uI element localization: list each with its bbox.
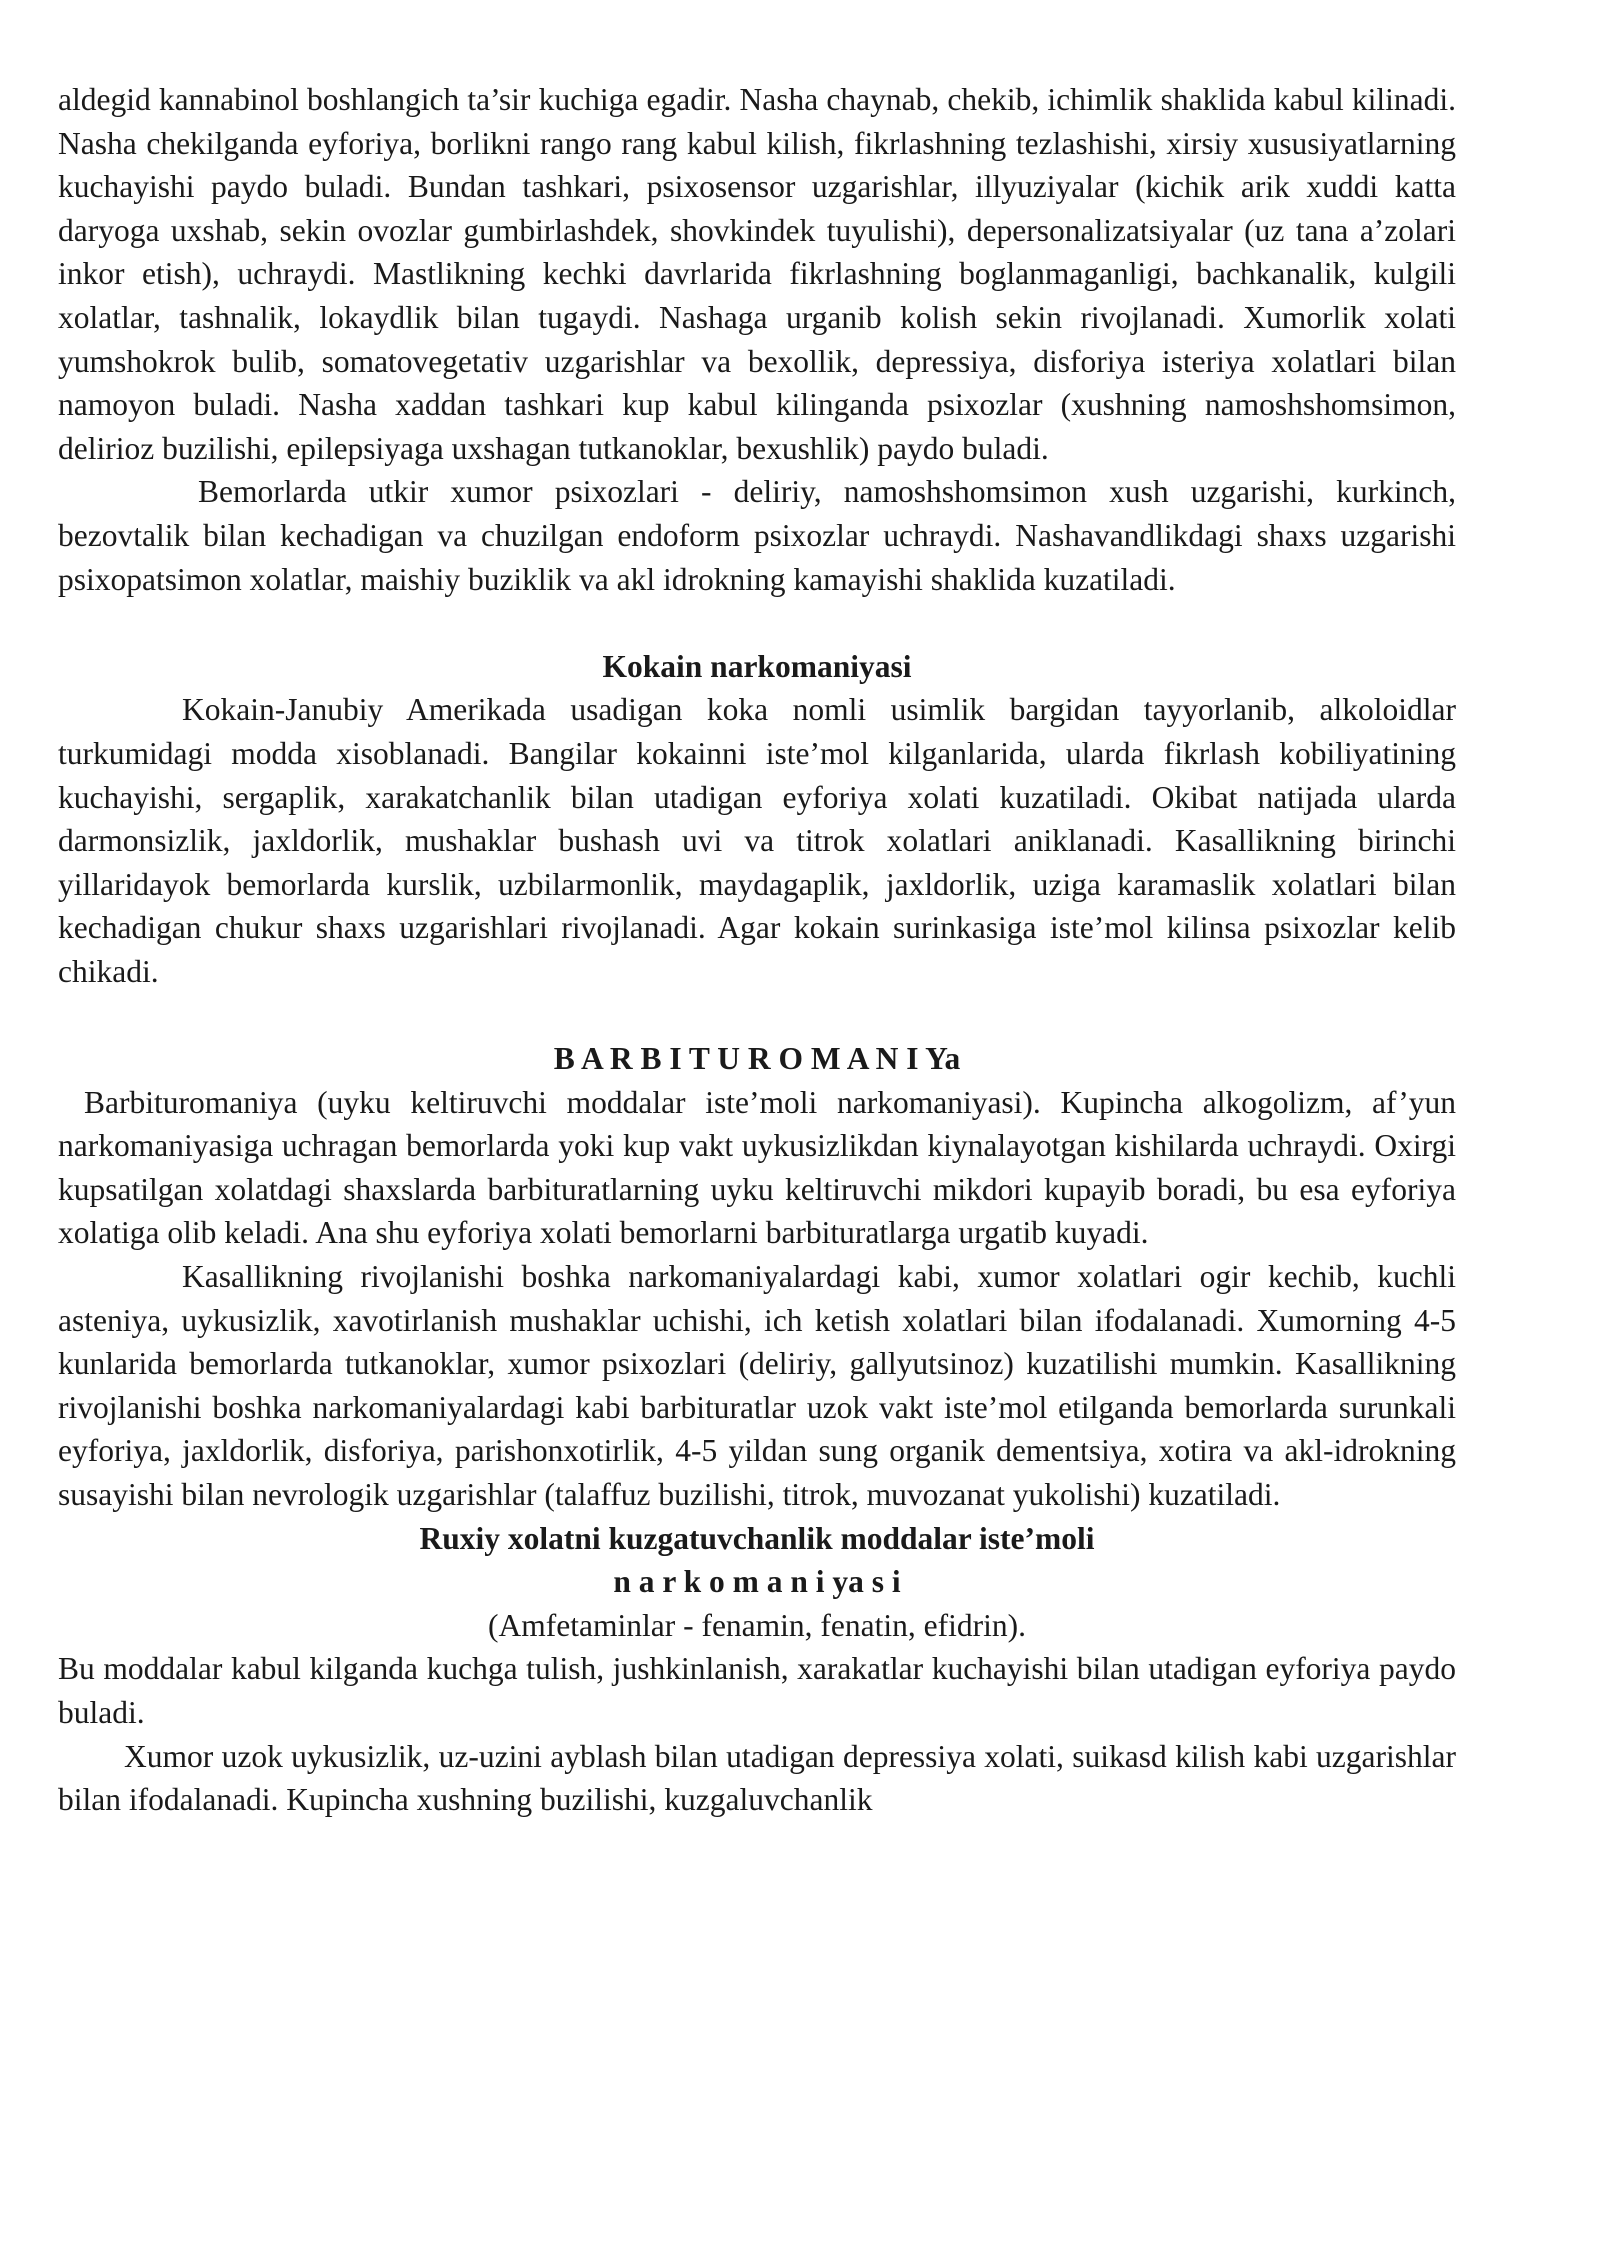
paragraph-nasha: aldegid kannabinol boshlangich ta’sir kuchiga egadir. Nasha chaynab, chekib, ichimlik shaklida kabul kilinadi. Nasha chekilganda eyforiya, borlikni rango rang kabul kilish, fikrlashning tezlashishi, xirsiy xususiyatlarning kuchayishi paydo buladi. Bundan tashkari, psixosensor uzgarishlar, illyuziyalar (kichik arik xuddi katta daryoga uxshab, sekin ovozlar gumbirlashdek, shovkindek tuyulishi), depersonalizatsiyalar (uz tana a’zolari inkor etish), uchraydi. Mastlikning kechki davrlarida fikrlashning boglanmaganligi, bachkanalik, kulgili xolatlar, tashnalik, lokaydlik bilan tugaydi. Nashaga urganib kolish sekin rivojlanadi. Xumorlik xolati yumshokrok bulib, somatovegetativ uzgarishlar va bexollik, depressiya, disforiya isteriya xolatlari bilan namoyon buladi. Nasha xaddan tashkari kup kabul kilinganda psixozlar (xushning namoshshomsimon, delirioz buzilishi, epilepsiyaga uxshagan tutkanoklar, bexushlik) paydo buladi.: [58, 82, 1456, 466]
paragraph-barbituromaniya-intro: Barbituromaniya (uyku keltiruvchi moddalar iste’moli narkomaniyasi). Kupincha alkogolizm, af’yun narkomaniyasiga uchragan bemorlarda yoki kup vakt uykusizlikdan kiynalayotgan kishilarda uchraydi. Oxirgi kupsatilgan xolatdagi shaxslarda barbituratlarning uyku keltiruvchi mikdori kupayib boradi, bu esa eyforiya xolatiga olib keladi. Ana shu eyforiya xolati bemorlarni barbituratlarga urgatib kuyadi.: [58, 1084, 1456, 1251]
heading-ruxiy-line2: n a r k o m a n i ya s i: [613, 1564, 901, 1600]
spacer: [58, 601, 1456, 645]
heading-ruxiy-line1: Ruxiy xolatni kuzgatuvchanlik moddalar iste’moli: [419, 1520, 1095, 1556]
paragraph-ruxiy-effect: Bu moddalar kabul kilganda kuchga tulish, jushkinlanish, xarakatlar kuchayishi bilan utadigan eyforiya paydo buladi.: [58, 1651, 1456, 1730]
subheading-amfetaminlar: (Amfetaminlar - fenamin, fenatin, efidrin).: [488, 1607, 1026, 1643]
paragraph-barbituromaniya-course: Kasallikning rivojlanishi boshka narkomaniyalardagi kabi, xumor xolatlari ogir kechib, kuchli asteniya, uykusizlik, xavotirlanish mushaklar uchishi, ich ketish xolatlari bilan ifodalanadi. Xumorning 4-5 kunlarida bemorlarda tutkanoklar, xumor psixozlari (deliriy, gallyutsinoz) kuzatilishi mumkin. Kasallikning rivojlanishi boshka narkomaniyalardagi kabi barbituratlar uzok vakt iste’mol etilganda bemorlarda surunkali eyforiya, jaxldorlik, disforiya, parishonxotirlik, 4-5 yildan sung organik dementsiya, xotira va akl-idrokning susayishi bilan nevrologik uzgarishlar (talaffuz buzilishi, titrok, muvozanat yukolishi) kuzatiladi.: [58, 1259, 1456, 1512]
heading-barbituromaniya: B A R B I T U R O M A N I Ya: [553, 1041, 961, 1077]
spacer: [58, 993, 1456, 1037]
heading-kokain: Kokain narkomaniyasi: [602, 648, 912, 684]
paragraph-kokain: Kokain-Janubiy Amerikada usadigan koka nomli usimlik bargidan tayyorlanib, alkoloidlar turkumidagi modda xisoblanadi. Bangilar kokainni iste’mol kilganlarida, ularda fikrlash kobiliyatining kuchayishi, sergaplik, xarakatchanlik bilan utadigan eyforiya xolati kuzatiladi. Okibat natijada ularda darmonsizlik, jaxldorlik, mushaklar bushash uvi va titrok xolatlari aniklanadi. Kasallikning birinchi yillaridayok bemorlarda kurslik, uzbilarmonlik, maydagaplik, jaxldorlik, uziga karamaslik xolatlari bilan kechadigan chukur shaxs uzgarishlari rivojlanadi. Agar kokain surinkasiga iste’mol kilinsa psixozlar kelib chikadi.: [58, 692, 1456, 989]
paragraph-bemorlarda: Bemorlarda utkir xumor psixozlari - deliriy, namoshshomsimon xush uzgarishi, kurkinch, bezovtalik bilan kechadigan va chuzilgan endoform psixozlar uchraydi. Nashavandlikdagi shaxs uzgarishi psixopatsimon xolatlar, maishiy buziklik va akl idrokning kamayishi shaklida kuzatiladi.: [58, 474, 1456, 597]
paragraph-ruxiy-xumor: Xumor uzok uykusizlik, uz-uzini ayblash bilan utadigan depressiya xolati, suikasd kilish kabi uzgarishlar bilan ifodalanadi. Kupincha xushning buzilishi, kuzgaluvchanlik: [58, 1738, 1456, 1818]
